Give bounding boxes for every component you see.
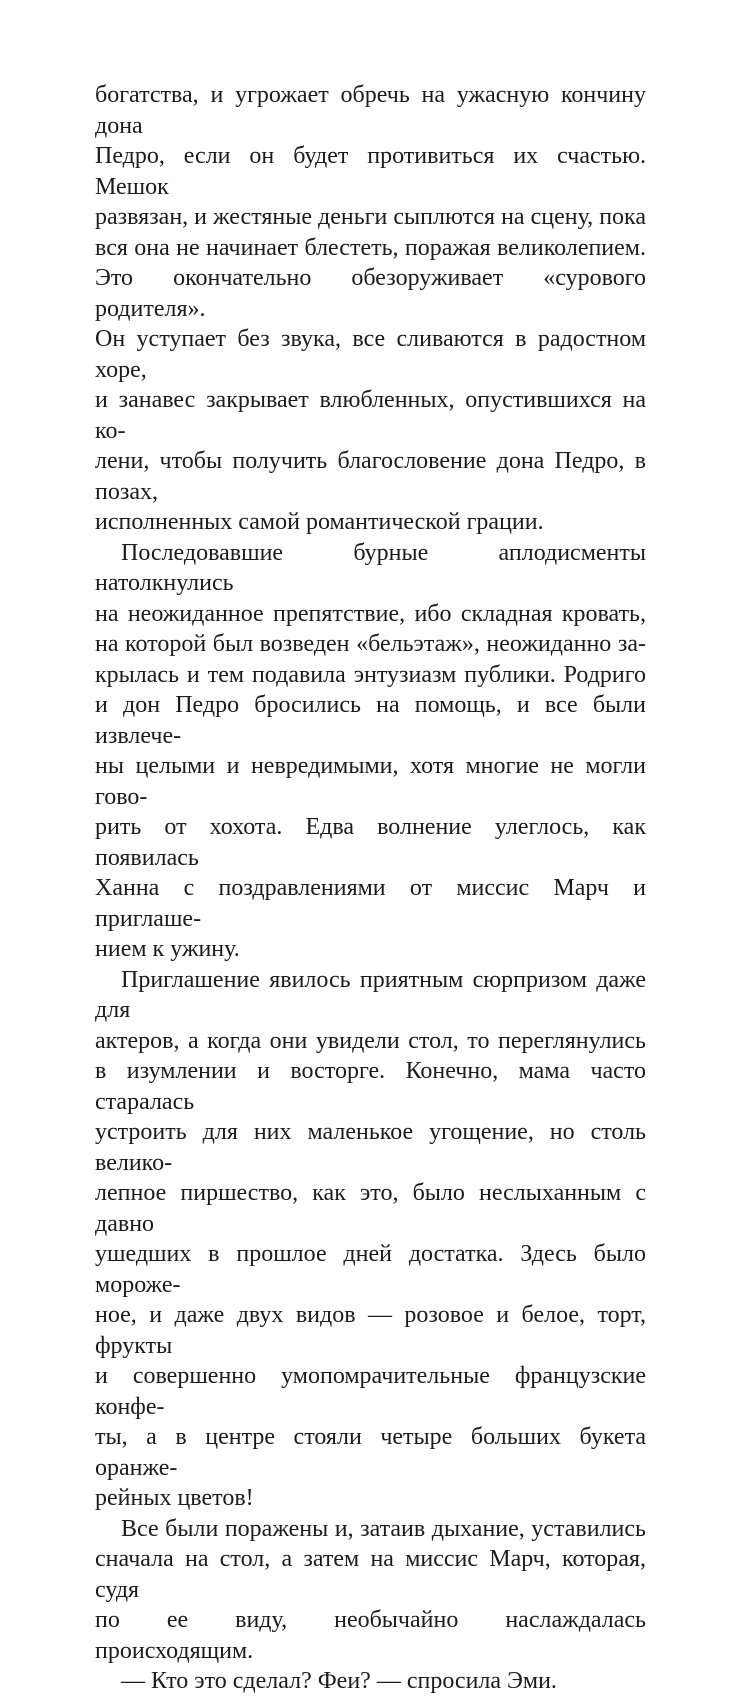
- text-line: и дон Педро бросились на помощь, и все были извлече-: [95, 692, 646, 749]
- page-text-block: [95, 80, 646, 1697]
- text-line: ное, и даже двух видов — розовое и белое, торт, фрукты: [95, 1302, 646, 1359]
- text-line: нием к ужину.: [95, 936, 240, 962]
- text-line: богатства, и угрожает обречь на ужасную кончину дона: [95, 82, 646, 139]
- text-line: крылась и тем подавила энтузиазм публики. Родриго: [95, 661, 646, 688]
- paragraph: [95, 1514, 646, 1667]
- text-line: рить от хохота. Едва волнение улеглось, как появилась: [95, 814, 646, 871]
- text-line: по ее виду, необычайно наслаждалась происходящим.: [95, 1607, 646, 1664]
- text-line: ушедших в прошлое дней достатка. Здесь было мороже-: [95, 1241, 646, 1298]
- text-line: исполненных самой романтической грации.: [95, 509, 544, 535]
- text-line: — Кто это сделал? Феи? — спросила Эми.: [121, 1668, 557, 1694]
- text-line: и занавес закрывает влюбленных, опустившихся на ко-: [95, 387, 646, 444]
- text-line: устроить для них маленькое угощение, но столь велико-: [95, 1119, 646, 1176]
- text-line: лепное пиршество, как это, было неслыханным с давно: [95, 1180, 646, 1237]
- text-line: на неожиданное препятствие, ибо складная кровать,: [95, 600, 646, 627]
- text-line: развязан, и жестяные деньги сыплются на сцену, пока: [95, 204, 646, 230]
- text-line: актеров, а когда они увидели стол, то переглянулись: [95, 1027, 646, 1054]
- text-line: Последовавшие бурные аплодисменты натолкнулись: [95, 539, 646, 596]
- paragraph: [95, 538, 646, 965]
- text-line: сначала на стол, а затем на миссис Марч, которая, судя: [95, 1546, 646, 1603]
- text-line: Педро, если он будет противиться их счастью. Мешок: [95, 143, 646, 200]
- text-line: и совершенно умопомрачительные французские конфе-: [95, 1363, 646, 1420]
- text-line: Он уступает без звука, все сливаются в радостном хоре,: [95, 326, 646, 383]
- text-line: Приглашение явилось приятным сюрпризом даже для: [95, 966, 646, 1023]
- text-line: на которой был возведен «бельэтаж», неожиданно за-: [95, 631, 646, 657]
- text-line: Это окончательно обезоруживает «сурового родителя».: [95, 265, 646, 322]
- text-line: Все были поражены и, затаив дыхание, уставились: [121, 1515, 646, 1542]
- text-line: ны целыми и невредимыми, хотя многие не могли гово-: [95, 753, 646, 810]
- paragraph: [95, 80, 646, 538]
- paragraph: [95, 1666, 646, 1697]
- text-line: Ханна с поздравлениями от миссис Марч и приглаше-: [95, 875, 646, 932]
- text-line: рейных цветов!: [95, 1485, 254, 1511]
- text-line: вся она не начинает блестеть, поражая великолепием.: [95, 234, 646, 261]
- text-line: ты, а в центре стояли четыре больших букета оранже-: [95, 1424, 646, 1481]
- text-line: в изумлении и восторге. Конечно, мама часто старалась: [95, 1058, 646, 1115]
- text-line: лени, чтобы получить благословение дона Педро, в позах,: [95, 448, 646, 505]
- paragraph: [95, 965, 646, 1514]
